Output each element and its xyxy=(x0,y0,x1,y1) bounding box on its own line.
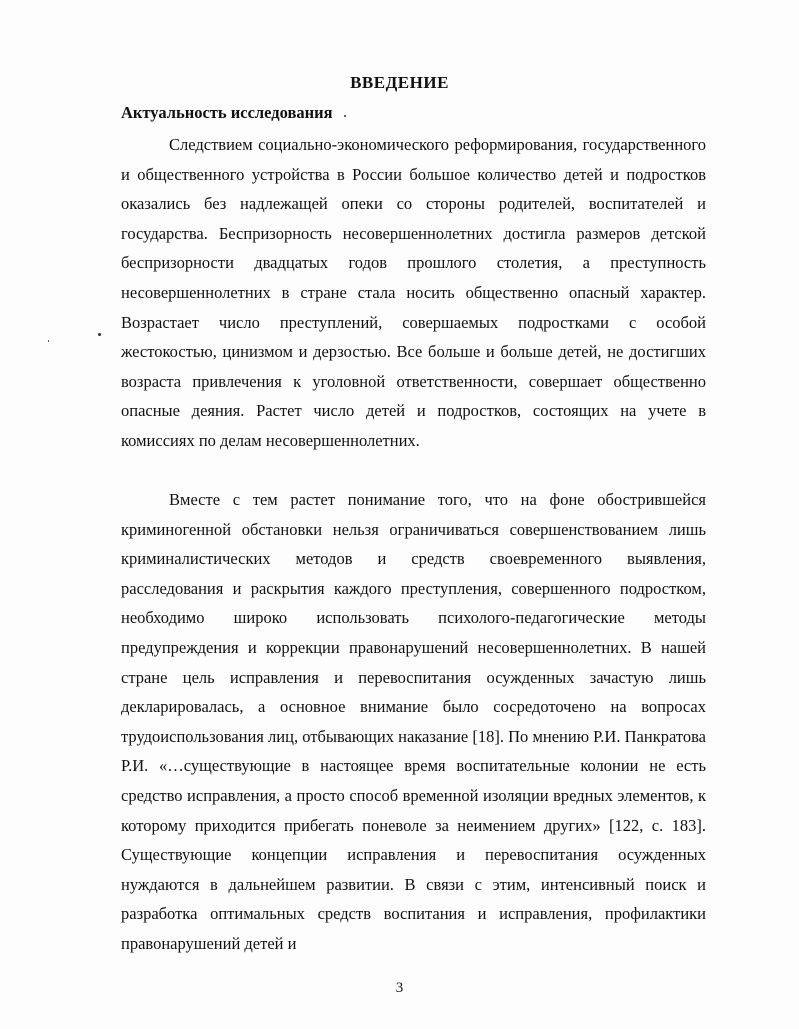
scan-speck xyxy=(98,333,101,336)
paragraph: Вместе с тем растет понимание того, что на фоне обострившейся криминогенной обстановки нельзя ограничиваться совершенствованием лишь криминалистических методов и средств своевременного выявления, расследования и раскрытия каждого преступления, совершенного подростком, необходимо широко использовать психолого-педагогические методы предупреждения и коррекции правонарушений несовершеннолетних. В нашей стране цель исправления и перевоспитания осужденных зачастую лишь декларировалась, а основное внимание было сосредоточено на вопросах трудоиспользования лиц, отбывающих наказание [18]. По мнению Р.И. Панкратова Р.И. «…существующие в настоящее время воспитательные колонии не есть средство исправления, а просто способ временной изоляции вредных элементов, к которому приходится прибегать поневоле за неимением других» [122, с. 183]. Существующие концепции исправления и перевоспитания осужденных нуждаются в дальнейшем развитии. В связи с этим, интенсивный поиск и разработка оптимальных средств воспитания и исправления, профилактики правонарушений детей и xyxy=(121,490,706,953)
paragraph: Следствием социально-экономического реформирования, государственного и общественного устройства в России большое количество детей и подростков оказались без надлежащей опеки со стороны родителей, воспитателей и государства. Беспризорность несовершеннолетних достигла размеров детской беспризорности двадцатых годов прошлого столетия, а преступность несовершеннолетних в стране стала носить общественно опасный характер. Возрастает число преступлений, совершаемых подростками с особой жестокостью, цинизмом и дерзостью. Все больше и больше детей, не достигших возраста привлечения к уголовной ответственности, совершает общественно опасные деяния. Растет число детей и подростков, состоящих на учете в комиссиях по делам несовершеннолетних. xyxy=(121,135,706,450)
scan-speck xyxy=(48,340,49,342)
page-number: 3 xyxy=(395,980,404,996)
scan-speck xyxy=(344,115,346,117)
paragraph-block-2 xyxy=(121,485,706,959)
section-heading: Актуальность исследования xyxy=(121,103,333,122)
page-title: ВВЕДЕНИЕ xyxy=(350,73,449,92)
paragraph-block-1 xyxy=(121,130,706,456)
